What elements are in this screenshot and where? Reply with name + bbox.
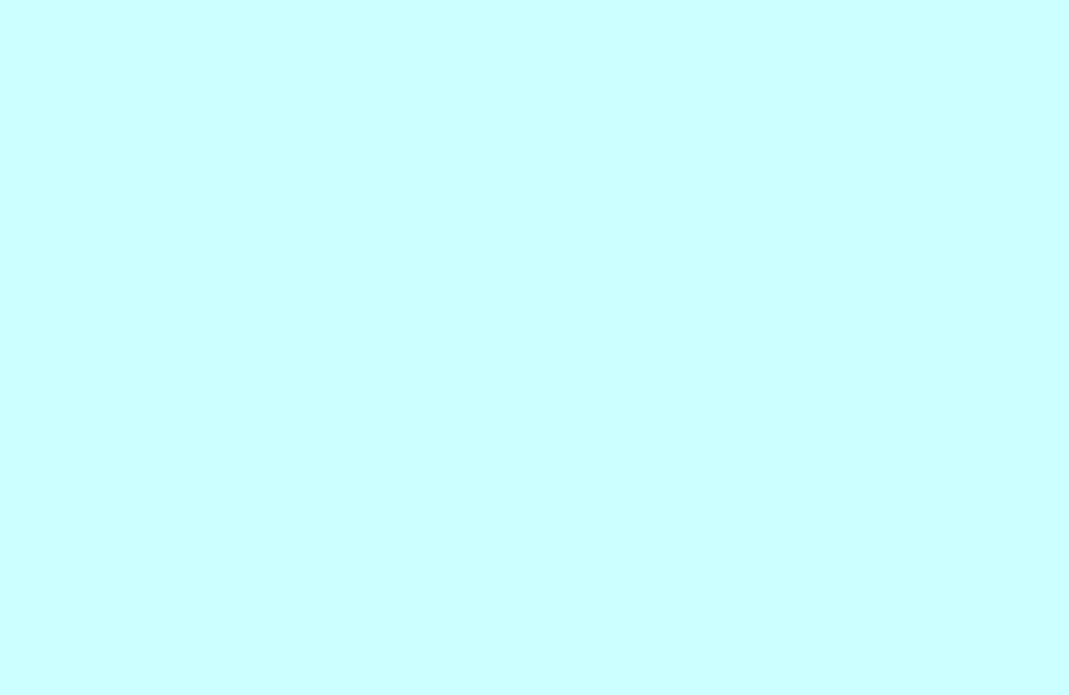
separator-line bbox=[4, 48, 1069, 59]
race-results-sheet bbox=[0, 0, 1069, 92]
